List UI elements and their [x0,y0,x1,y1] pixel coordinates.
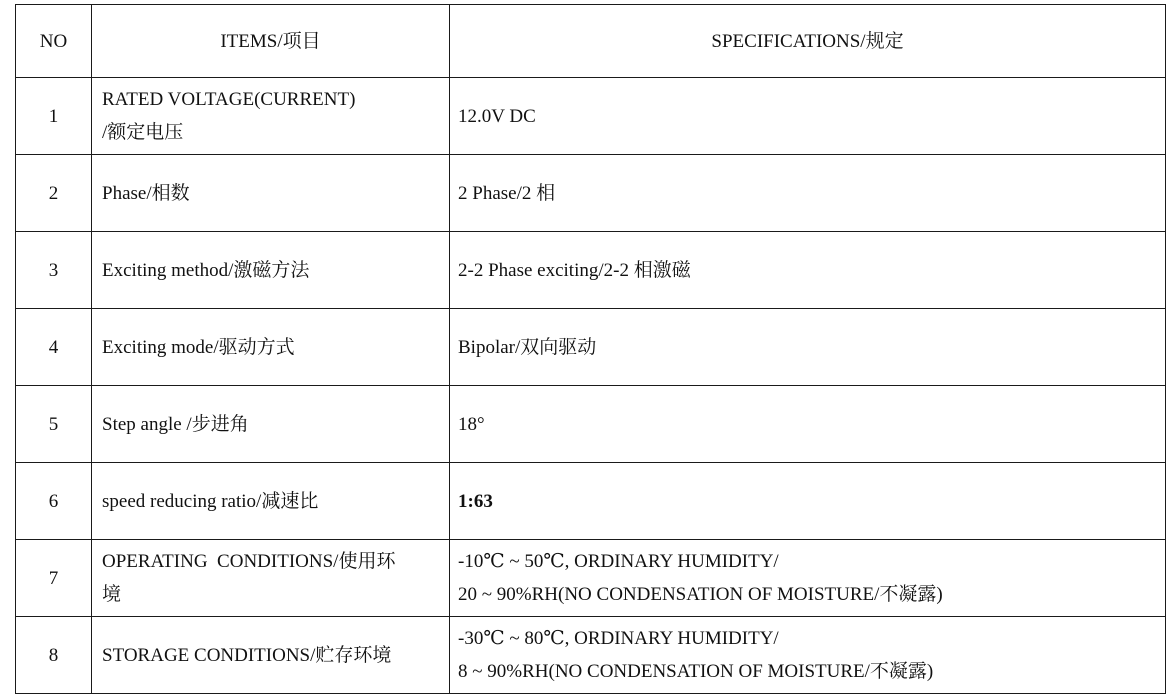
item-cell [92,78,450,155]
row-number: 8 [16,617,92,694]
spec-text: 8 ~ 90%RH(NO CONDENSATION OF MOISTURE/不凝露) [458,661,934,682]
header-no: NO [16,5,92,78]
item-text: OPERATING CONDITIONS/使用环 [102,551,396,572]
item-text: Exciting mode/驱动方式 [102,336,295,358]
item-text: /额定电压 [102,122,184,143]
table-row [16,386,1166,463]
spec-cell [450,386,1166,463]
header-specifications: SPECIFICATIONS/规定 [450,5,1166,78]
spec-text: 18° [458,413,485,435]
spec-cell [450,232,1166,309]
item-text: RATED VOLTAGE(CURRENT) [102,89,356,110]
spec-text: 20 ~ 90%RH(NO CONDENSATION OF MOISTURE/不凝露) [458,584,943,605]
spec-cell [450,78,1166,155]
spec-cell [450,155,1166,232]
item-text: STORAGE CONDITIONS/贮存环境 [102,644,392,666]
table-row [16,232,1166,309]
table-header-row [16,5,1166,78]
item-cell [92,155,450,232]
spec-text: 2 Phase/2 相 [458,182,556,204]
item-text: Step angle /步进角 [102,413,249,435]
table-row [16,309,1166,386]
item-text: 境 [102,584,122,605]
item-cell [92,386,450,463]
spec-text: -30℃ ~ 80℃, ORDINARY HUMIDITY/ [458,628,779,649]
item-text: speed reducing ratio/减速比 [102,490,319,512]
table-row [16,78,1166,155]
spec-text: 2-2 Phase exciting/2-2 相激磁 [458,259,691,281]
spec-text: -10℃ ~ 50℃, ORDINARY HUMIDITY/ [458,551,779,572]
row-number: 3 [16,232,92,309]
table-row [16,463,1166,540]
spec-cell [450,617,1166,694]
header-items: ITEMS/项目 [92,5,450,78]
item-cell [92,540,450,617]
spec-text: 1:63 [458,490,493,512]
item-cell [92,309,450,386]
row-number: 4 [16,309,92,386]
spec-cell [450,540,1166,617]
row-number: 6 [16,463,92,540]
row-number: 2 [16,155,92,232]
spec-cell [450,309,1166,386]
spec-cell [450,463,1166,540]
item-text: Phase/相数 [102,182,190,204]
item-cell [92,617,450,694]
item-cell [92,463,450,540]
table-row [16,540,1166,617]
table-row [16,155,1166,232]
item-text: Exciting method/激磁方法 [102,259,310,281]
specification-table [15,4,1166,694]
spec-text: 12.0V DC [458,105,536,127]
spec-text: Bipolar/双向驱动 [458,336,597,358]
row-number: 1 [16,78,92,155]
table-row [16,617,1166,694]
row-number: 7 [16,540,92,617]
row-number: 5 [16,386,92,463]
item-cell [92,232,450,309]
